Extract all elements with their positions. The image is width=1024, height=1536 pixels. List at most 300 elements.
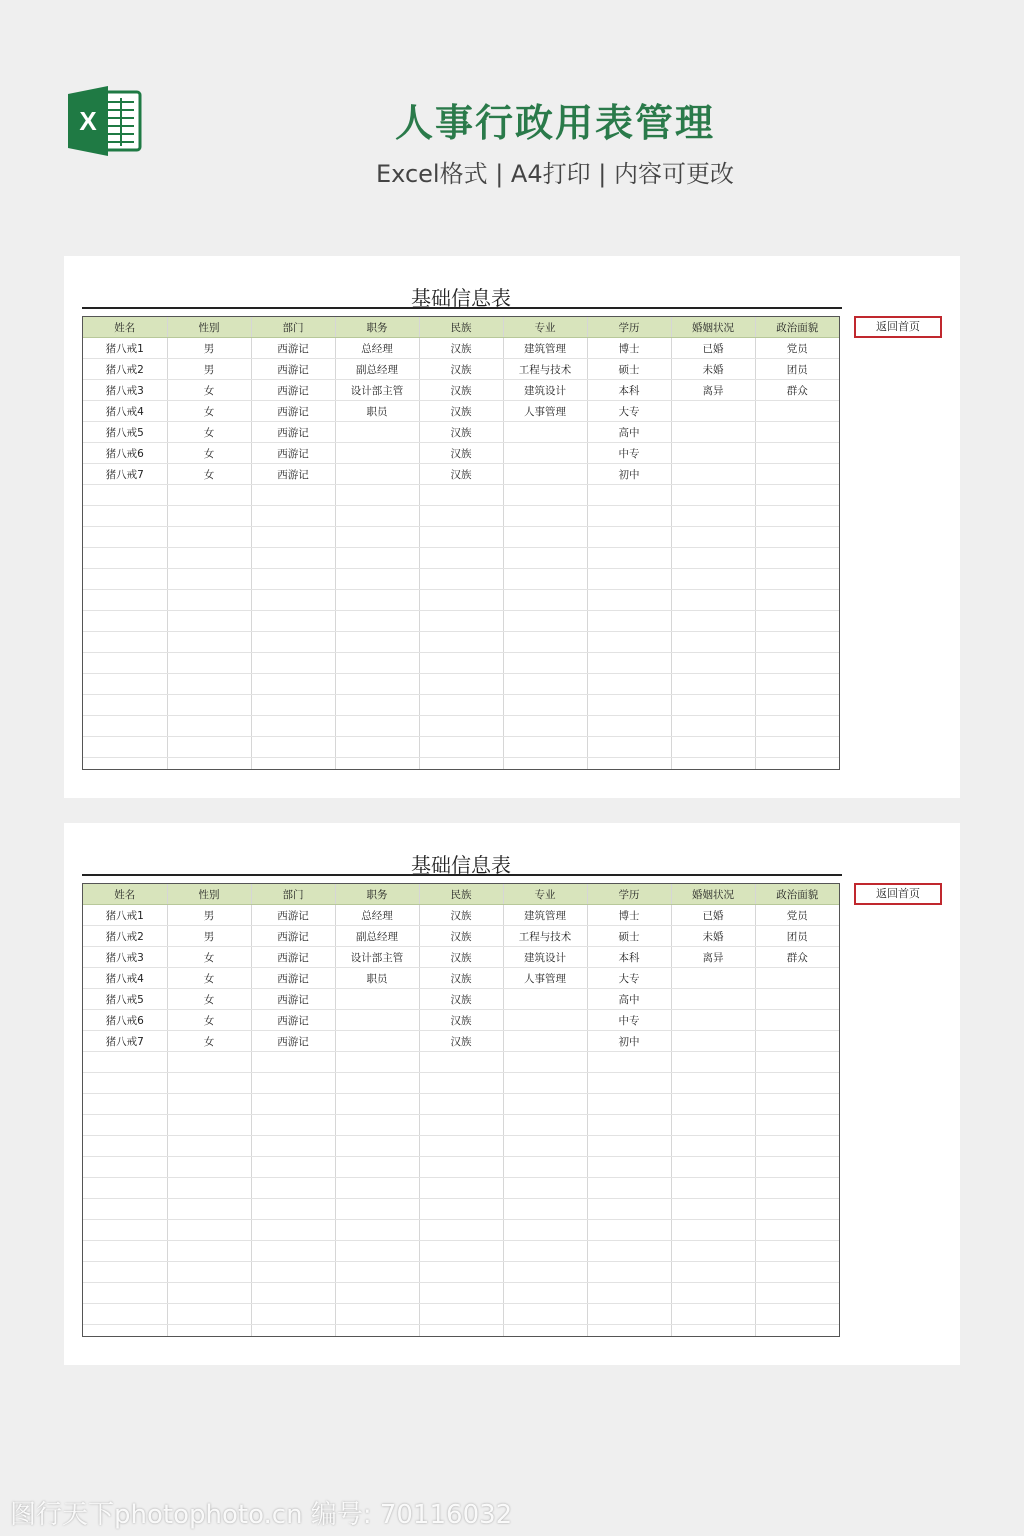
table-cell[interactable]	[671, 506, 755, 527]
table-cell[interactable]: 大专	[587, 401, 671, 422]
table-cell[interactable]	[671, 758, 755, 771]
table-cell[interactable]	[587, 1136, 671, 1157]
table-cell[interactable]	[419, 737, 503, 758]
table-cell[interactable]	[671, 1094, 755, 1115]
table-cell[interactable]	[503, 1052, 587, 1073]
table-cell[interactable]	[335, 653, 419, 674]
table-cell[interactable]	[83, 1199, 167, 1220]
table-cell[interactable]	[755, 716, 839, 737]
table-cell[interactable]	[503, 737, 587, 758]
table-cell[interactable]	[335, 506, 419, 527]
table-cell[interactable]	[671, 590, 755, 611]
table-cell[interactable]	[671, 1283, 755, 1304]
table-cell[interactable]: 西游记	[251, 380, 335, 401]
table-cell[interactable]	[755, 1241, 839, 1262]
table-cell[interactable]	[755, 674, 839, 695]
table-cell[interactable]	[335, 1262, 419, 1283]
table-cell[interactable]	[335, 1052, 419, 1073]
table-cell[interactable]: 男	[167, 359, 251, 380]
table-cell[interactable]	[335, 758, 419, 771]
table-cell[interactable]	[755, 590, 839, 611]
table-cell[interactable]: 西游记	[251, 926, 335, 947]
table-cell[interactable]: 汉族	[419, 1031, 503, 1052]
table-cell[interactable]	[587, 1199, 671, 1220]
table-cell[interactable]	[503, 1136, 587, 1157]
table-cell[interactable]	[83, 485, 167, 506]
table-cell[interactable]	[587, 590, 671, 611]
table-cell[interactable]	[671, 443, 755, 464]
table-cell[interactable]	[503, 527, 587, 548]
table-cell[interactable]	[167, 485, 251, 506]
table-cell[interactable]	[335, 443, 419, 464]
table-cell[interactable]	[167, 527, 251, 548]
table-cell[interactable]	[167, 653, 251, 674]
table-cell[interactable]	[671, 1325, 755, 1338]
table-cell[interactable]	[167, 1115, 251, 1136]
table-cell[interactable]: 初中	[587, 464, 671, 485]
table-cell[interactable]	[167, 548, 251, 569]
table-cell[interactable]	[167, 1199, 251, 1220]
table-cell[interactable]: 西游记	[251, 338, 335, 359]
table-cell[interactable]	[83, 695, 167, 716]
table-cell[interactable]	[587, 611, 671, 632]
table-cell[interactable]: 猪八戒4	[83, 401, 167, 422]
table-cell[interactable]	[503, 674, 587, 695]
table-cell[interactable]	[755, 1094, 839, 1115]
table-cell[interactable]: 西游记	[251, 443, 335, 464]
table-cell[interactable]: 群众	[755, 380, 839, 401]
table-cell[interactable]	[251, 695, 335, 716]
table-cell[interactable]: 离异	[671, 380, 755, 401]
table-cell[interactable]	[755, 1283, 839, 1304]
table-cell[interactable]	[419, 716, 503, 737]
table-cell[interactable]: 女	[167, 968, 251, 989]
table-cell[interactable]	[503, 1283, 587, 1304]
table-cell[interactable]	[503, 716, 587, 737]
table-cell[interactable]	[503, 590, 587, 611]
table-cell[interactable]	[755, 1220, 839, 1241]
table-cell[interactable]	[251, 632, 335, 653]
table-cell[interactable]	[83, 1073, 167, 1094]
table-cell[interactable]: 汉族	[419, 464, 503, 485]
table-cell[interactable]	[83, 716, 167, 737]
table-cell[interactable]	[671, 1304, 755, 1325]
table-cell[interactable]	[503, 695, 587, 716]
table-cell[interactable]	[83, 653, 167, 674]
table-cell[interactable]	[83, 590, 167, 611]
table-cell[interactable]: 西游记	[251, 905, 335, 926]
table-cell[interactable]	[755, 401, 839, 422]
table-cell[interactable]: 初中	[587, 1031, 671, 1052]
table-cell[interactable]	[503, 443, 587, 464]
table-cell[interactable]	[419, 506, 503, 527]
table-cell[interactable]: 群众	[755, 947, 839, 968]
table-cell[interactable]	[251, 1178, 335, 1199]
table-cell[interactable]	[755, 968, 839, 989]
table-cell[interactable]: 女	[167, 401, 251, 422]
table-cell[interactable]	[587, 1283, 671, 1304]
table-cell[interactable]	[167, 590, 251, 611]
table-cell[interactable]: 女	[167, 1010, 251, 1031]
table-cell[interactable]	[167, 1304, 251, 1325]
table-cell[interactable]: 离异	[671, 947, 755, 968]
table-cell[interactable]	[251, 1115, 335, 1136]
table-cell[interactable]	[251, 737, 335, 758]
table-cell[interactable]	[755, 1136, 839, 1157]
table-cell[interactable]: 猪八戒2	[83, 926, 167, 947]
table-cell[interactable]	[83, 506, 167, 527]
table-cell[interactable]: 团员	[755, 359, 839, 380]
table-cell[interactable]: 设计部主管	[335, 947, 419, 968]
table-cell[interactable]	[587, 1220, 671, 1241]
table-cell[interactable]: 汉族	[419, 443, 503, 464]
table-cell[interactable]	[83, 1304, 167, 1325]
table-cell[interactable]	[251, 1325, 335, 1338]
table-cell[interactable]	[587, 716, 671, 737]
table-cell[interactable]	[335, 1220, 419, 1241]
table-cell[interactable]	[755, 758, 839, 771]
table-cell[interactable]	[419, 1178, 503, 1199]
table-cell[interactable]: 西游记	[251, 968, 335, 989]
table-cell[interactable]	[671, 968, 755, 989]
table-cell[interactable]	[503, 611, 587, 632]
table-cell[interactable]: 中专	[587, 443, 671, 464]
table-cell[interactable]	[587, 1115, 671, 1136]
table-cell[interactable]	[419, 1094, 503, 1115]
table-cell[interactable]	[503, 1010, 587, 1031]
table-cell[interactable]	[335, 737, 419, 758]
table-cell[interactable]	[755, 1325, 839, 1338]
table-cell[interactable]	[755, 422, 839, 443]
table-cell[interactable]	[671, 422, 755, 443]
table-cell[interactable]	[587, 1052, 671, 1073]
table-cell[interactable]	[83, 1178, 167, 1199]
table-cell[interactable]	[671, 401, 755, 422]
table-cell[interactable]: 硕士	[587, 926, 671, 947]
table-cell[interactable]	[503, 1115, 587, 1136]
table-cell[interactable]	[419, 611, 503, 632]
table-cell[interactable]	[755, 506, 839, 527]
table-cell[interactable]: 建筑管理	[503, 338, 587, 359]
table-cell[interactable]	[671, 695, 755, 716]
table-cell[interactable]	[587, 1325, 671, 1338]
table-cell[interactable]	[755, 464, 839, 485]
table-cell[interactable]	[671, 716, 755, 737]
table-cell[interactable]	[335, 716, 419, 737]
table-cell[interactable]: 已婚	[671, 905, 755, 926]
table-cell[interactable]	[419, 632, 503, 653]
table-cell[interactable]: 猪八戒6	[83, 443, 167, 464]
table-cell[interactable]	[671, 1115, 755, 1136]
table-cell[interactable]	[83, 1052, 167, 1073]
table-cell[interactable]: 猪八戒3	[83, 380, 167, 401]
table-cell[interactable]: 人事管理	[503, 401, 587, 422]
table-cell[interactable]: 汉族	[419, 989, 503, 1010]
table-cell[interactable]	[755, 1157, 839, 1178]
table-cell[interactable]	[503, 464, 587, 485]
table-cell[interactable]	[167, 1262, 251, 1283]
table-cell[interactable]: 西游记	[251, 1010, 335, 1031]
table-cell[interactable]: 硕士	[587, 359, 671, 380]
table-cell[interactable]: 男	[167, 338, 251, 359]
table-cell[interactable]: 汉族	[419, 1010, 503, 1031]
table-cell[interactable]	[335, 1325, 419, 1338]
table-cell[interactable]: 副总经理	[335, 926, 419, 947]
table-cell[interactable]	[83, 527, 167, 548]
table-cell[interactable]	[587, 1241, 671, 1262]
table-cell[interactable]	[671, 1220, 755, 1241]
table-cell[interactable]	[167, 716, 251, 737]
table-cell[interactable]	[83, 548, 167, 569]
table-cell[interactable]	[251, 1094, 335, 1115]
table-cell[interactable]	[251, 716, 335, 737]
table-cell[interactable]	[335, 485, 419, 506]
table-cell[interactable]	[419, 1136, 503, 1157]
table-cell[interactable]	[419, 674, 503, 695]
table-cell[interactable]	[83, 1283, 167, 1304]
table-cell[interactable]	[167, 695, 251, 716]
table-cell[interactable]	[755, 1031, 839, 1052]
table-cell[interactable]	[419, 1052, 503, 1073]
table-cell[interactable]	[167, 1094, 251, 1115]
table-cell[interactable]	[83, 611, 167, 632]
table-cell[interactable]	[671, 632, 755, 653]
table-cell[interactable]	[419, 1199, 503, 1220]
table-cell[interactable]	[251, 1157, 335, 1178]
table-cell[interactable]	[587, 1157, 671, 1178]
table-cell[interactable]: 汉族	[419, 947, 503, 968]
table-cell[interactable]	[671, 1241, 755, 1262]
table-cell[interactable]	[419, 653, 503, 674]
table-cell[interactable]: 中专	[587, 1010, 671, 1031]
table-cell[interactable]	[251, 1241, 335, 1262]
table-cell[interactable]	[167, 1052, 251, 1073]
table-cell[interactable]: 猪八戒6	[83, 1010, 167, 1031]
table-cell[interactable]	[251, 653, 335, 674]
table-cell[interactable]	[419, 1325, 503, 1338]
table-cell[interactable]	[167, 1157, 251, 1178]
table-cell[interactable]	[335, 1115, 419, 1136]
table-cell[interactable]	[251, 674, 335, 695]
table-cell[interactable]	[755, 569, 839, 590]
table-cell[interactable]	[671, 485, 755, 506]
table-cell[interactable]	[587, 674, 671, 695]
table-cell[interactable]	[167, 1136, 251, 1157]
table-cell[interactable]: 建筑设计	[503, 380, 587, 401]
table-cell[interactable]	[167, 1073, 251, 1094]
table-cell[interactable]	[755, 632, 839, 653]
table-cell[interactable]	[167, 1220, 251, 1241]
table-cell[interactable]	[251, 548, 335, 569]
table-cell[interactable]: 已婚	[671, 338, 755, 359]
table-cell[interactable]	[671, 527, 755, 548]
table-cell[interactable]	[671, 1178, 755, 1199]
table-cell[interactable]	[83, 632, 167, 653]
table-cell[interactable]	[587, 527, 671, 548]
table-cell[interactable]	[419, 758, 503, 771]
table-cell[interactable]	[83, 758, 167, 771]
table-cell[interactable]	[251, 527, 335, 548]
table-cell[interactable]	[419, 590, 503, 611]
table-cell[interactable]: 汉族	[419, 905, 503, 926]
table-cell[interactable]	[755, 527, 839, 548]
table-cell[interactable]	[167, 758, 251, 771]
table-cell[interactable]	[419, 695, 503, 716]
table-cell[interactable]	[335, 1178, 419, 1199]
table-cell[interactable]	[419, 1241, 503, 1262]
table-cell[interactable]: 职员	[335, 968, 419, 989]
table-cell[interactable]: 建筑设计	[503, 947, 587, 968]
table-cell[interactable]: 工程与技术	[503, 926, 587, 947]
table-cell[interactable]	[755, 611, 839, 632]
table-cell[interactable]: 西游记	[251, 359, 335, 380]
table-cell[interactable]	[503, 632, 587, 653]
table-cell[interactable]: 猪八戒3	[83, 947, 167, 968]
table-cell[interactable]	[503, 653, 587, 674]
table-cell[interactable]	[587, 695, 671, 716]
table-cell[interactable]	[167, 1241, 251, 1262]
table-cell[interactable]	[587, 1094, 671, 1115]
table-cell[interactable]	[503, 1241, 587, 1262]
table-cell[interactable]: 女	[167, 1031, 251, 1052]
table-cell[interactable]	[587, 1304, 671, 1325]
back-home-button[interactable]: 返回首页	[854, 883, 942, 905]
table-cell[interactable]	[587, 1262, 671, 1283]
table-cell[interactable]: 党员	[755, 338, 839, 359]
table-cell[interactable]	[335, 632, 419, 653]
table-cell[interactable]: 女	[167, 380, 251, 401]
table-cell[interactable]	[587, 653, 671, 674]
table-cell[interactable]	[335, 569, 419, 590]
table-cell[interactable]	[419, 1220, 503, 1241]
table-cell[interactable]	[587, 485, 671, 506]
table-cell[interactable]	[251, 590, 335, 611]
table-cell[interactable]: 西游记	[251, 422, 335, 443]
table-cell[interactable]	[587, 1178, 671, 1199]
table-cell[interactable]	[419, 1157, 503, 1178]
table-cell[interactable]	[671, 548, 755, 569]
table-cell[interactable]: 汉族	[419, 338, 503, 359]
table-cell[interactable]	[671, 1136, 755, 1157]
table-cell[interactable]	[587, 1073, 671, 1094]
table-cell[interactable]: 汉族	[419, 422, 503, 443]
table-cell[interactable]	[671, 653, 755, 674]
table-cell[interactable]	[83, 1241, 167, 1262]
table-cell[interactable]	[755, 989, 839, 1010]
table-cell[interactable]	[503, 1220, 587, 1241]
table-cell[interactable]: 设计部主管	[335, 380, 419, 401]
table-cell[interactable]: 总经理	[335, 905, 419, 926]
table-cell[interactable]	[335, 548, 419, 569]
table-cell[interactable]	[671, 464, 755, 485]
table-cell[interactable]	[419, 527, 503, 548]
table-cell[interactable]	[167, 611, 251, 632]
table-cell[interactable]	[503, 506, 587, 527]
table-cell[interactable]: 博士	[587, 905, 671, 926]
table-cell[interactable]	[419, 485, 503, 506]
table-cell[interactable]: 人事管理	[503, 968, 587, 989]
table-cell[interactable]	[335, 1199, 419, 1220]
table-cell[interactable]: 西游记	[251, 947, 335, 968]
table-cell[interactable]: 西游记	[251, 401, 335, 422]
table-cell[interactable]	[503, 569, 587, 590]
table-cell[interactable]	[167, 632, 251, 653]
table-cell[interactable]	[335, 527, 419, 548]
table-cell[interactable]	[503, 422, 587, 443]
table-cell[interactable]	[755, 1262, 839, 1283]
table-cell[interactable]: 汉族	[419, 380, 503, 401]
table-cell[interactable]	[335, 1073, 419, 1094]
table-cell[interactable]	[251, 1136, 335, 1157]
table-cell[interactable]	[587, 548, 671, 569]
table-cell[interactable]	[419, 569, 503, 590]
table-cell[interactable]: 博士	[587, 338, 671, 359]
table-cell[interactable]	[335, 464, 419, 485]
table-cell[interactable]	[587, 632, 671, 653]
table-cell[interactable]	[335, 1304, 419, 1325]
table-cell[interactable]	[419, 548, 503, 569]
table-cell[interactable]	[167, 1325, 251, 1338]
table-cell[interactable]	[587, 506, 671, 527]
table-cell[interactable]	[755, 653, 839, 674]
table-cell[interactable]: 男	[167, 926, 251, 947]
table-cell[interactable]: 女	[167, 947, 251, 968]
table-cell[interactable]	[251, 1052, 335, 1073]
back-home-button[interactable]: 返回首页	[854, 316, 942, 338]
table-cell[interactable]	[755, 1010, 839, 1031]
table-cell[interactable]	[251, 1073, 335, 1094]
table-cell[interactable]	[671, 1073, 755, 1094]
table-cell[interactable]	[503, 758, 587, 771]
table-cell[interactable]	[503, 1304, 587, 1325]
table-cell[interactable]	[83, 1094, 167, 1115]
table-cell[interactable]: 猪八戒5	[83, 422, 167, 443]
table-cell[interactable]: 女	[167, 443, 251, 464]
table-cell[interactable]	[335, 695, 419, 716]
table-cell[interactable]	[335, 1031, 419, 1052]
table-cell[interactable]	[167, 1283, 251, 1304]
table-cell[interactable]	[755, 1178, 839, 1199]
table-cell[interactable]	[335, 1136, 419, 1157]
table-cell[interactable]	[419, 1304, 503, 1325]
table-cell[interactable]: 党员	[755, 905, 839, 926]
table-cell[interactable]: 男	[167, 905, 251, 926]
table-cell[interactable]: 女	[167, 422, 251, 443]
table-cell[interactable]	[503, 1094, 587, 1115]
table-cell[interactable]	[251, 611, 335, 632]
table-cell[interactable]: 汉族	[419, 968, 503, 989]
table-cell[interactable]	[251, 569, 335, 590]
table-cell[interactable]	[251, 1304, 335, 1325]
table-cell[interactable]: 猪八戒2	[83, 359, 167, 380]
table-cell[interactable]: 猪八戒7	[83, 464, 167, 485]
table-cell[interactable]	[251, 1283, 335, 1304]
table-cell[interactable]	[419, 1262, 503, 1283]
table-cell[interactable]	[419, 1115, 503, 1136]
table-cell[interactable]: 猪八戒5	[83, 989, 167, 1010]
table-cell[interactable]	[587, 758, 671, 771]
table-cell[interactable]	[755, 485, 839, 506]
table-cell[interactable]	[671, 989, 755, 1010]
table-cell[interactable]: 猪八戒1	[83, 905, 167, 926]
table-cell[interactable]	[503, 1325, 587, 1338]
table-cell[interactable]: 西游记	[251, 464, 335, 485]
table-cell[interactable]	[251, 1199, 335, 1220]
table-cell[interactable]: 高中	[587, 422, 671, 443]
table-cell[interactable]	[587, 569, 671, 590]
table-cell[interactable]	[503, 1199, 587, 1220]
table-cell[interactable]	[167, 674, 251, 695]
